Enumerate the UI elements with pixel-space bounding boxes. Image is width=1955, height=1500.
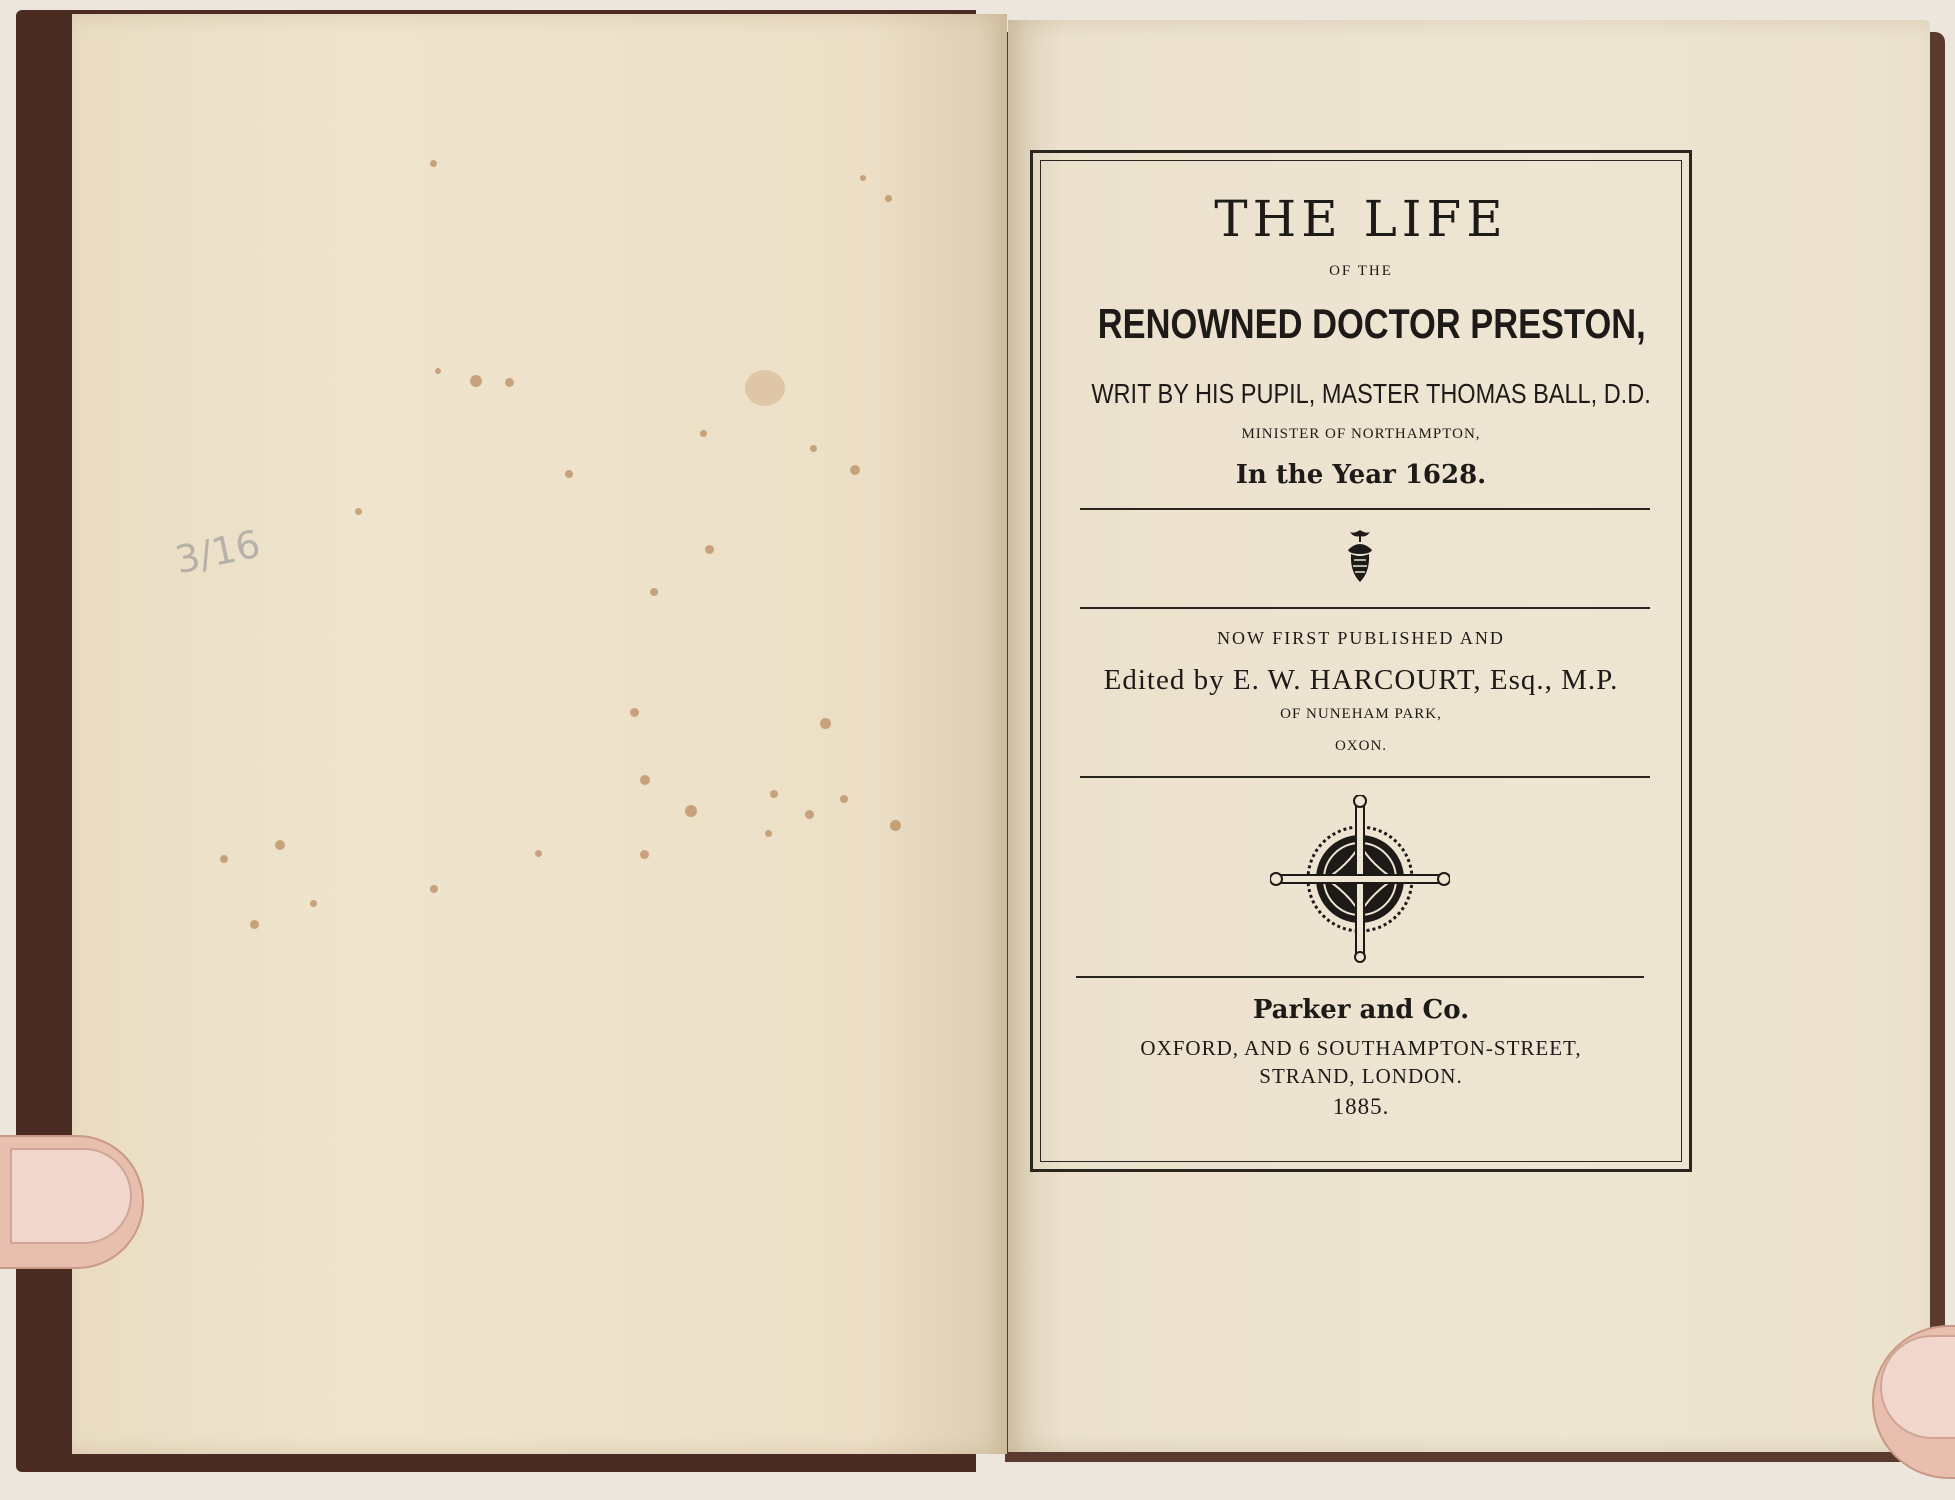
first-published-line: NOW FIRST PUBLISHED AND bbox=[1217, 628, 1505, 648]
year-line: In the Year 1628. bbox=[1235, 460, 1487, 490]
publisher-address-1: OXFORD, AND 6 SOUTHAMPTON-STREET, bbox=[1140, 1036, 1582, 1060]
editor-place-1: OF NUNEHAM PARK, bbox=[1280, 706, 1442, 722]
cross-medallion-ornament-icon bbox=[1270, 795, 1450, 963]
pencil-note: 3/16 bbox=[171, 521, 264, 583]
book-title: THE LIFE bbox=[1214, 190, 1508, 248]
publisher-address-2: STRAND, LONDON. bbox=[1259, 1064, 1463, 1088]
rule-4 bbox=[1076, 976, 1644, 978]
left-endpaper bbox=[72, 14, 1007, 1454]
publisher-name: Parker and Co. bbox=[1252, 995, 1470, 1025]
publication-year: 1885. bbox=[1332, 1094, 1390, 1119]
editor-place-2: OXON. bbox=[1334, 738, 1388, 754]
rule-3 bbox=[1080, 776, 1650, 778]
subject-line: RENOWNED DOCTOR PRESTON, bbox=[1097, 300, 1646, 347]
of-the-line: OF THE bbox=[1329, 263, 1393, 279]
rule-1 bbox=[1080, 508, 1650, 510]
author-role: MINISTER OF NORTHAMPTON, bbox=[1241, 426, 1481, 442]
left-thumbnail bbox=[10, 1148, 132, 1244]
author-line: WRIT BY HIS PUPIL, MASTER THOMAS BALL, D.D. bbox=[1091, 378, 1651, 409]
rule-2 bbox=[1080, 607, 1650, 609]
acorn-ornament-icon bbox=[1340, 528, 1380, 588]
editor-line: Edited by E. W. HARCOURT, Esq., M.P. bbox=[1103, 664, 1619, 696]
